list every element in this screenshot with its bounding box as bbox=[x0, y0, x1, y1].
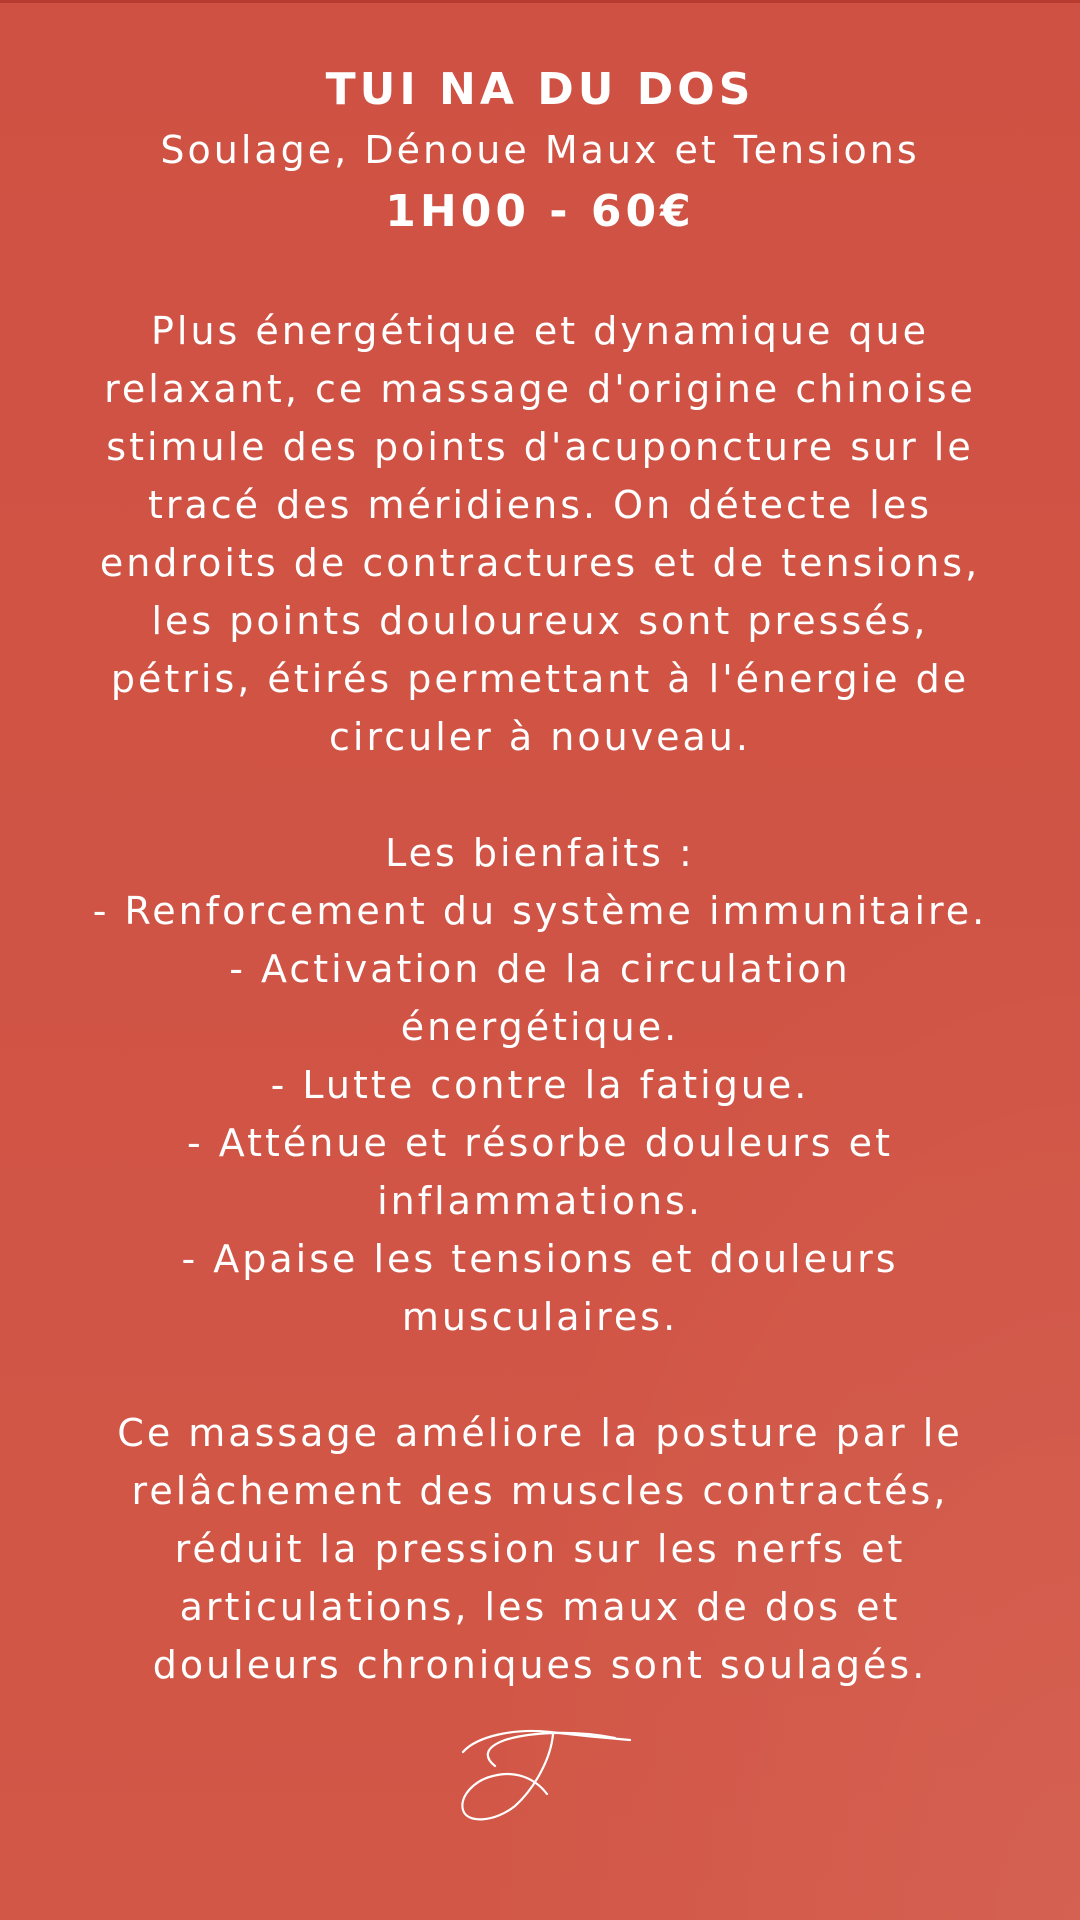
conclusion-line: articulations, les maux de dos et bbox=[179, 1585, 901, 1629]
description-line: relaxant, ce massage d'origine chinoise bbox=[104, 367, 976, 411]
description-line: Plus énergétique et dynamique que bbox=[150, 309, 929, 353]
description-line: les points douloureux sont pressés, bbox=[151, 599, 929, 643]
benefit-line: - Lutte contre la fatigue. bbox=[270, 1063, 810, 1107]
script-t-monogram-icon bbox=[455, 1718, 635, 1828]
conclusion-line: douleurs chroniques sont soulagés. bbox=[152, 1643, 928, 1687]
description-line: tracé des méridiens. On détecte les bbox=[147, 483, 933, 527]
top-border bbox=[0, 0, 1080, 3]
price: 1H00 - 60€ bbox=[385, 186, 695, 237]
conclusion-line: réduit la pression sur les nerfs et bbox=[174, 1527, 906, 1571]
description bbox=[0, 302, 1080, 766]
benefits bbox=[0, 824, 1080, 1346]
benefit-line: inflammations. bbox=[377, 1179, 703, 1223]
conclusion-line: Ce massage améliore la posture par le bbox=[117, 1411, 963, 1455]
benefit-line: - Renforcement du système immunitaire. bbox=[92, 889, 988, 933]
subtitle: Soulage, Dénoue Maux et Tensions bbox=[160, 128, 920, 172]
benefit-line: musculaires. bbox=[401, 1295, 679, 1339]
conclusion-line: relâchement des muscles contractés, bbox=[131, 1469, 949, 1513]
benefit-line: - Apaise les tensions et douleurs bbox=[181, 1237, 899, 1281]
spacer bbox=[0, 1346, 1080, 1404]
benefit-line: - Activation de la circulation bbox=[229, 947, 851, 991]
spacer bbox=[0, 766, 1080, 824]
page-title: TUI NA DU DOS bbox=[325, 64, 755, 115]
description-line: circuler à nouveau. bbox=[329, 715, 751, 759]
spacer bbox=[0, 244, 1080, 302]
description-line: endroits de contractures et de tensions, bbox=[99, 541, 981, 585]
benefit-line: - Atténue et résorbe douleurs et bbox=[187, 1121, 893, 1165]
description-line: pétris, étirés permettant à l'énergie de bbox=[110, 657, 970, 701]
conclusion bbox=[0, 1404, 1080, 1694]
benefits-heading: Les bienfaits : bbox=[385, 831, 695, 875]
benefit-line: énergétique. bbox=[400, 1005, 680, 1049]
content bbox=[0, 60, 1080, 1694]
description-line: stimule des points d'acuponcture sur le bbox=[106, 425, 974, 469]
